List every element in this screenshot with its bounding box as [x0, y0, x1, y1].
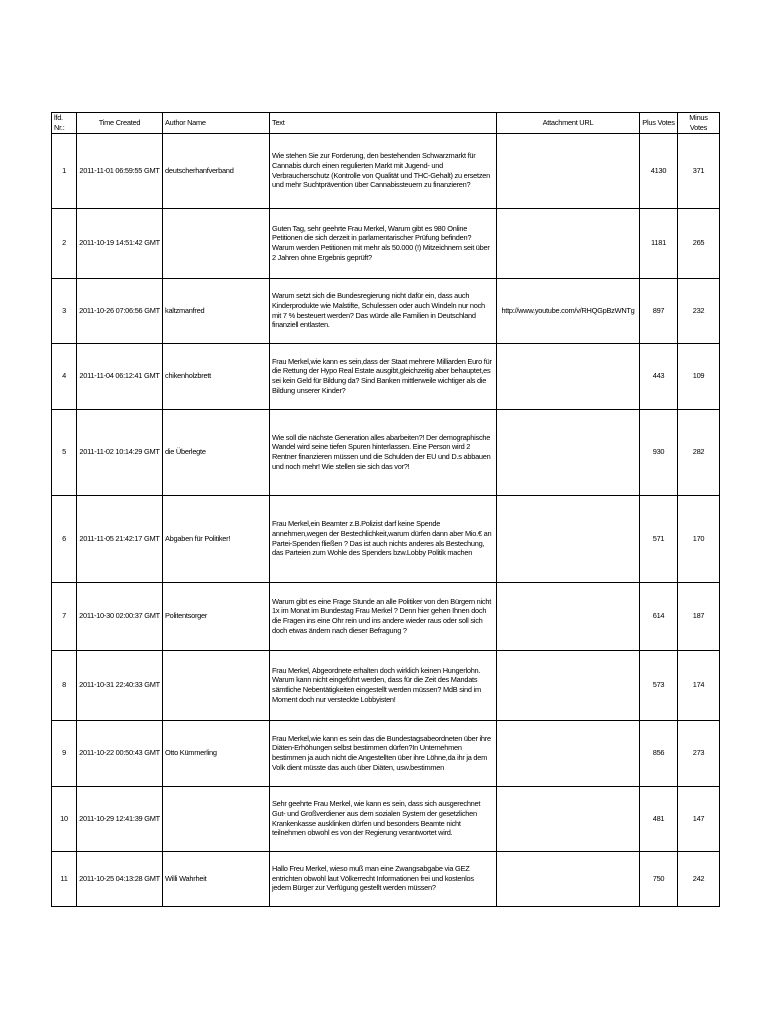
table-row: [52, 720, 720, 786]
cell-time-created: 2011-10-29 12:41:39 GMT: [77, 786, 163, 851]
cell-text: Hallo Freu Merkel, wieso muß man eine Zwangsabgabe via GEZ entrichten obwohl laut Völkerrecht Informationen frei und kostenlos jedem Bürger zur Verfügung gestellt werden müssen?: [270, 851, 497, 906]
spreadsheet-page: [51, 112, 720, 907]
cell-plus-votes: 481: [640, 786, 678, 851]
cell-attachment-url: http://www.youtube.com/v/RHQGpBzWNTg: [497, 278, 640, 343]
table-row: [52, 582, 720, 650]
cell-attachment-url: [497, 786, 640, 851]
cell-minus-votes: 147: [678, 786, 720, 851]
cell-nr: 4: [52, 343, 77, 409]
cell-author-name: [163, 786, 270, 851]
cell-plus-votes: 573: [640, 650, 678, 720]
cell-minus-votes: 242: [678, 851, 720, 906]
cell-minus-votes: 174: [678, 650, 720, 720]
cell-plus-votes: 614: [640, 582, 678, 650]
cell-author-name: kaltzmanfred: [163, 278, 270, 343]
cell-plus-votes: 443: [640, 343, 678, 409]
table-row: [52, 851, 720, 906]
cell-text: Guten Tag, sehr geehrte Frau Merkel, Warum gibt es 980 Online Petitionen die sich derzeit in parlamentarischer Prüfung befinden? Warum werden Petitionen mit mehr als 50.000 (!) Mitzeichnern seit über 2 Jahren ohne Ergebnis geprüft?: [270, 208, 497, 278]
cell-nr: 5: [52, 409, 77, 495]
cell-text: Wie soll die nächste Generation alles abarbeiten?! Der demographische Wandel wird seine tiefen Spuren hinterlassen. Eine Person wird 2 Rentner finanzieren müssen und die Schulden der EU und D.s abbauen und noch mehr! Wie stellen sie sich das vor?!: [270, 409, 497, 495]
cell-author-name: Politentsorger: [163, 582, 270, 650]
table-row: [52, 786, 720, 851]
cell-minus-votes: 265: [678, 208, 720, 278]
cell-plus-votes: 571: [640, 495, 678, 582]
table-row: [52, 208, 720, 278]
cell-nr: 10: [52, 786, 77, 851]
cell-time-created: 2011-10-30 02:00:37 GMT: [77, 582, 163, 650]
cell-text: Wie stehen Sie zur Forderung, den bestehenden Schwarzmarkt für Cannabis durch einen regulierten Markt mit Jugend- und Verbraucherschutz (Kontrolle von Qualität und THC-Gehalt) zu ersetzen und mehr Suchtprävention über Cannabissteuern zu finanzieren?: [270, 133, 497, 208]
cell-nr: 11: [52, 851, 77, 906]
cell-nr: 9: [52, 720, 77, 786]
cell-author-name: Abgaben für Politiker!: [163, 495, 270, 582]
header-row: [52, 113, 720, 134]
cell-minus-votes: 187: [678, 582, 720, 650]
cell-minus-votes: 109: [678, 343, 720, 409]
table-row: [52, 650, 720, 720]
cell-nr: 6: [52, 495, 77, 582]
cell-plus-votes: 856: [640, 720, 678, 786]
cell-attachment-url: [497, 720, 640, 786]
header-plus-votes: Plus Votes: [640, 113, 678, 134]
table-row: [52, 409, 720, 495]
cell-text: Frau Merkel,wie kann es sein das die Bundestagsabeordneten über ihre Diäten-Erhöhungen selbst bestimmen dürfen?In Unternehmen bestimmen ja auch nicht die Angestellten über ihre Löhne,da ihr ja dem Volk dient müsste das auch über Diäten, usw.bestimmen: [270, 720, 497, 786]
cell-attachment-url: [497, 650, 640, 720]
header-minus-votes: Minus Votes: [678, 113, 720, 134]
cell-nr: 3: [52, 278, 77, 343]
cell-minus-votes: 282: [678, 409, 720, 495]
cell-time-created: 2011-10-22 00:50:43 GMT: [77, 720, 163, 786]
cell-author-name: [163, 208, 270, 278]
header-attachment-url: Attachment URL: [497, 113, 640, 134]
cell-nr: 1: [52, 133, 77, 208]
header-author-name: Author Name: [163, 113, 270, 134]
cell-attachment-url: [497, 208, 640, 278]
table-row: [52, 343, 720, 409]
cell-time-created: 2011-11-04 06:12:41 GMT: [77, 343, 163, 409]
cell-plus-votes: 750: [640, 851, 678, 906]
cell-plus-votes: 4130: [640, 133, 678, 208]
cell-author-name: Willi Wahrheit: [163, 851, 270, 906]
cell-author-name: die Überlegte: [163, 409, 270, 495]
cell-attachment-url: [497, 409, 640, 495]
cell-time-created: 2011-10-25 04:13:28 GMT: [77, 851, 163, 906]
cell-plus-votes: 1181: [640, 208, 678, 278]
cell-text: Sehr geehrte Frau Merkel, wie kann es sein, dass sich ausgerechnet Gut- und Großverdiener aus dem sozialen System der gesetzlichen Krankenkasse ausklinken dürfen und besonders Beamte nicht teilnehmen obwohl es von der Regierung verantwortet wird.: [270, 786, 497, 851]
cell-text: Frau Merkel, Abgeordnete erhalten doch wirklich keinen Hungerlohn. Warum kann nicht eingeführt werden, dass für die Zeit des Mandats sämtliche Nebentätigkeiten eingestellt werden müssen? MdB sind im Moment doch nur versteckte Lobbyisten!: [270, 650, 497, 720]
cell-author-name: Otto Kümmerling: [163, 720, 270, 786]
header-time-created: Time Created: [77, 113, 163, 134]
cell-time-created: 2011-11-02 10:14:29 GMT: [77, 409, 163, 495]
table-row: [52, 278, 720, 343]
cell-text: Warum gibt es eine Frage Stunde an alle Politiker von den Bürgern nicht 1x im Monat im Bundestag Frau Merkel ? Denn hier gehen Ihnen doch die Fragen ins eine Ohr rein und ins andere wieder raus oder soll sich doch etwas ändern nach dieser Befragung ?: [270, 582, 497, 650]
cell-time-created: 2011-11-05 21:42:17 GMT: [77, 495, 163, 582]
cell-nr: 2: [52, 208, 77, 278]
cell-time-created: 2011-11-01 06:59:55 GMT: [77, 133, 163, 208]
header-nr: lfd. Nr.:: [52, 113, 77, 134]
cell-time-created: 2011-10-19 14:51:42 GMT: [77, 208, 163, 278]
cell-attachment-url: [497, 343, 640, 409]
cell-nr: 7: [52, 582, 77, 650]
cell-text: Warum setzt sich die Bundesregierung nicht dafür ein, dass auch Kinderprodukte wie Malstifte, Schulessen oder auch Windeln nur noch mit 7 % besteuert werden? Das würde alle Familien in Deutschland finanziell entlasten.: [270, 278, 497, 343]
cell-attachment-url: [497, 582, 640, 650]
cell-nr: 8: [52, 650, 77, 720]
cell-author-name: chikenholzbrett: [163, 343, 270, 409]
cell-attachment-url: [497, 851, 640, 906]
cell-author-name: [163, 650, 270, 720]
cell-text: Frau Merkel,ein Beamter z.B.Polizist darf keine Spende annehmen,wegen der Bestechlichkeit,warum dürfen dann aber Mio.€ an Partei-Spenden fließen ? Das ist auch nichts anderes als Bestechung, das Parteien zum Wohle des Spenders bzw.Lobby Politik machen: [270, 495, 497, 582]
table-row: [52, 133, 720, 208]
cell-minus-votes: 170: [678, 495, 720, 582]
header-text: Text: [270, 113, 497, 134]
cell-attachment-url: [497, 133, 640, 208]
cell-minus-votes: 232: [678, 278, 720, 343]
table-row: [52, 495, 720, 582]
cell-minus-votes: 273: [678, 720, 720, 786]
cell-time-created: 2011-10-31 22:40:33 GMT: [77, 650, 163, 720]
cell-text: Frau Merkel,wie kann es sein,dass der Staat mehrere Milliarden Euro für die Rettung der Hypo Real Estate ausgibt,gleichzeitig aber behauptet,es sei kein Geld für Bildung da? Sind Banken mittlerweile wichtiger als die Bildung unserer Kinder?: [270, 343, 497, 409]
cell-plus-votes: 897: [640, 278, 678, 343]
cell-author-name: deutscherhanfverband: [163, 133, 270, 208]
cell-minus-votes: 371: [678, 133, 720, 208]
cell-plus-votes: 930: [640, 409, 678, 495]
questions-table: [51, 112, 720, 907]
cell-attachment-url: [497, 495, 640, 582]
cell-time-created: 2011-10-26 07:06:56 GMT: [77, 278, 163, 343]
